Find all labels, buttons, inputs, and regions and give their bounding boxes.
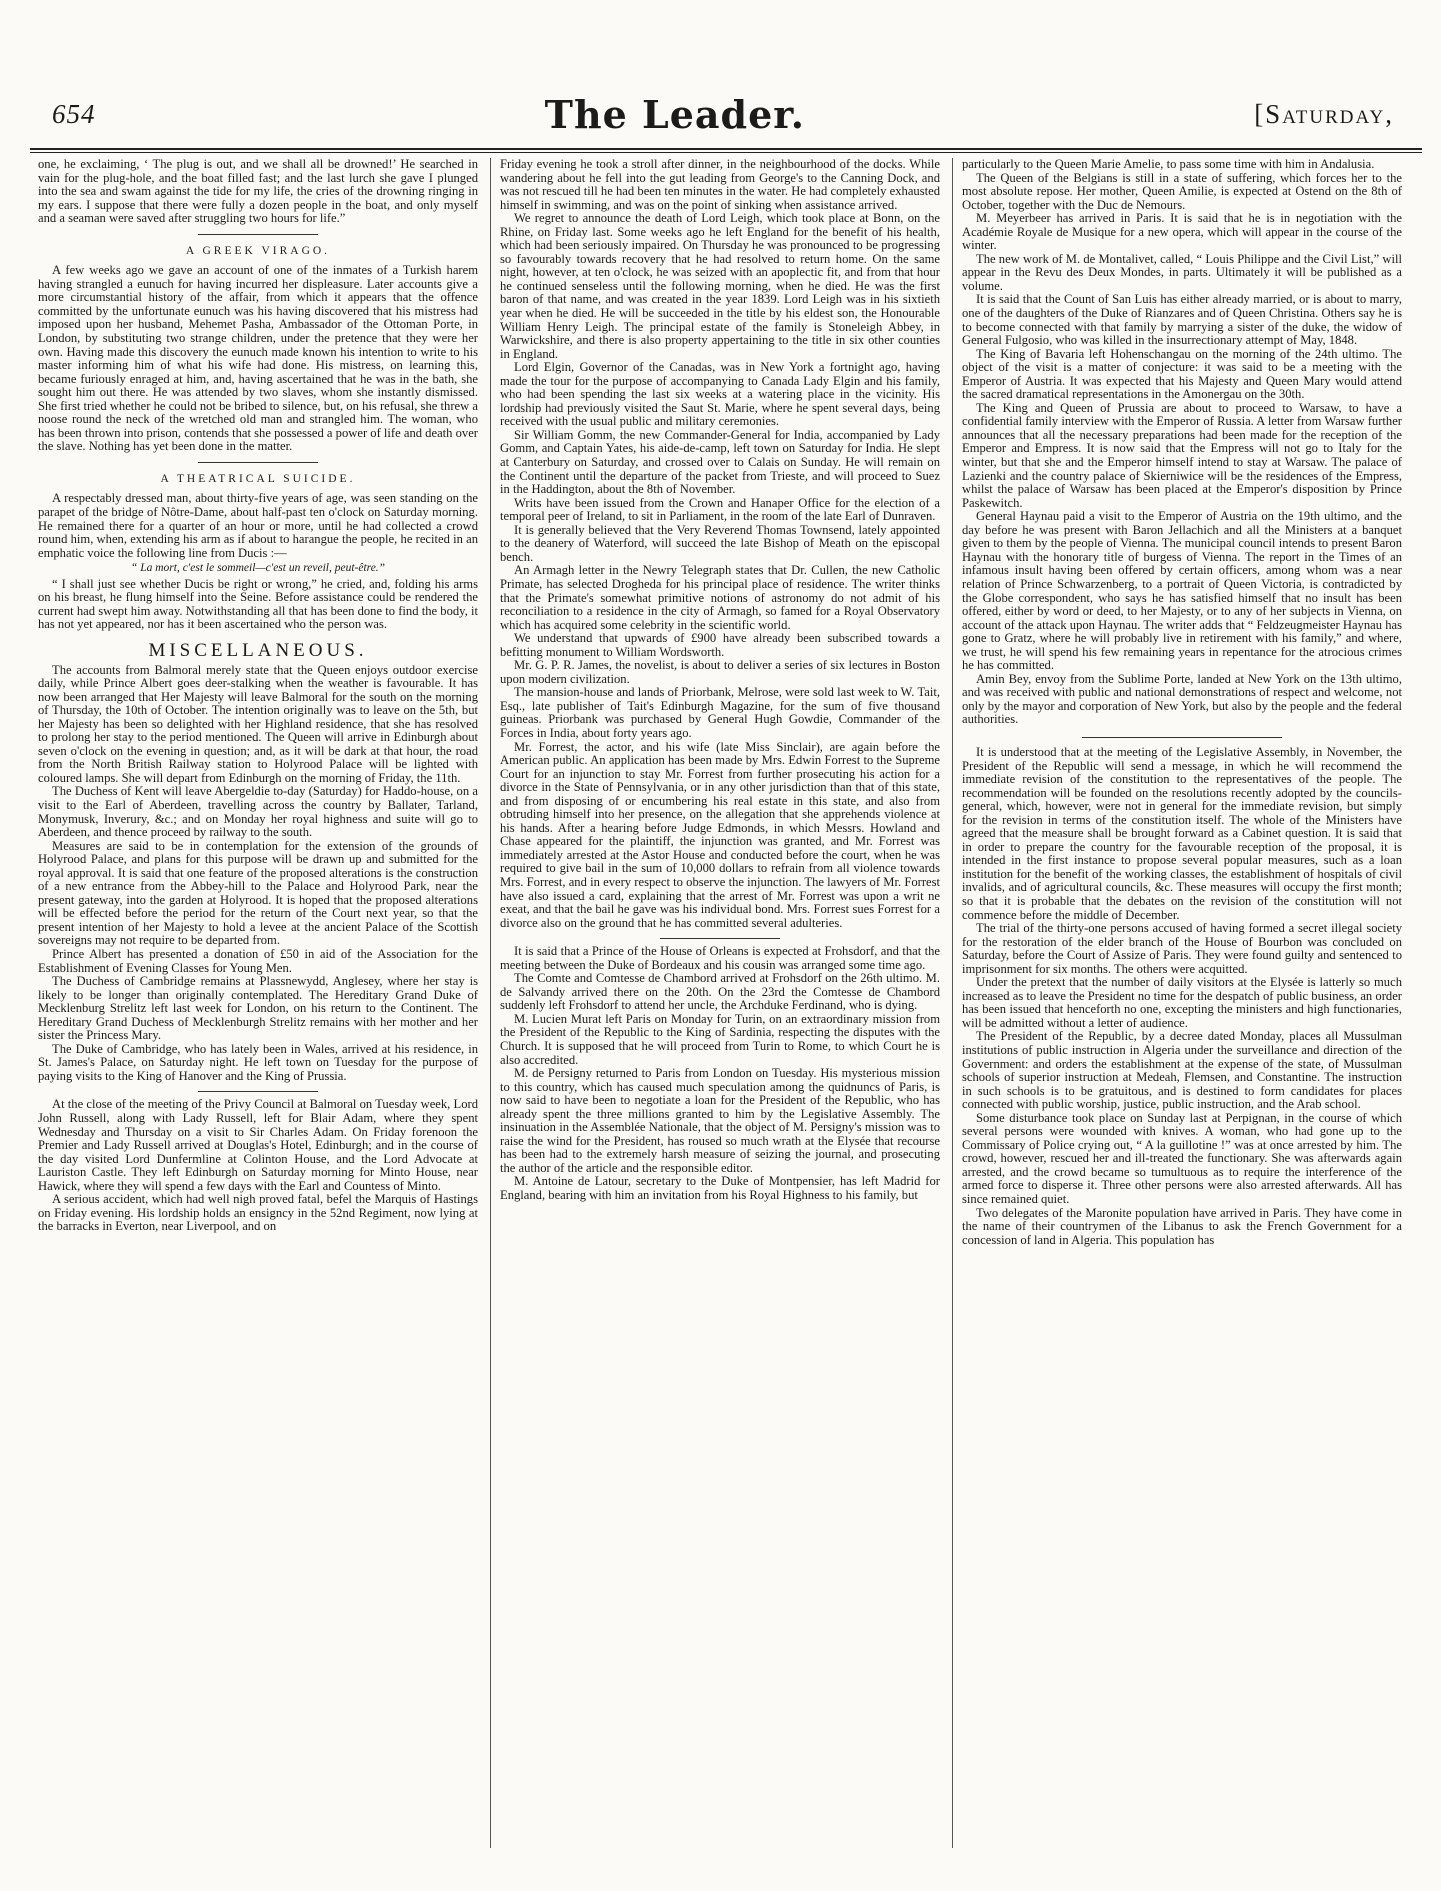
- paragraph: The Queen of the Belgians is still in a state of suffering, which forces her to the most absolute repose. Her mother, Queen Amilie, is expected at Ostend on the 8th of October, together with the Duc de Nemours.: [962, 170, 1402, 212]
- separator-rule: [198, 234, 318, 235]
- paragraph: one, he exclaiming, ‘ The plug is out, and we shall all be drowned!’ He searched in vain for the plug-hole, and the boat filled fast; and the last lurch she gave I plunged into the sea and swam against the tide for my life, the cries of the drowning ringing in my ears. I suppose that there were fully a dozen people in the boat, and only myself and a seaman were saved after struggling two hours for life.”: [38, 158, 478, 226]
- separator-rule: [660, 938, 780, 939]
- newspaper-title: The Leader.: [544, 91, 806, 137]
- paragraph: particularly to the Queen Marie Amelie, to pass some time with him in Andalusia.: [962, 158, 1375, 171]
- paragraph: It is said that the Count of San Luis has either already married, or is about to marry, one of the daughters of the Duke of Rianzares and of Queen Christina. Others say he is to become connected with that family by marrying a sister of the duke, the widow of General Fulgosio, who was killed in the insurrectionary attempt of May, 1848.: [962, 292, 1402, 348]
- column-divider: [952, 158, 953, 1848]
- paragraph: The Duchess of Kent will leave Abergeldie to-day (Saturday) for Haddo-house, on a visit to the Earl of Aberdeen, travelling across the country by Ballater, Tarland, Monymusk, Inverury, &c.; and on Monday her royal highness and suite will go to Aberdeen, and thence proceed by railway to the south.: [38, 784, 478, 840]
- paragraph: A serious accident, which had well nigh proved fatal, befel the Marquis of Hastings on Friday evening. His lordship holds an ensigncy in the 52nd Regiment, now lying at the barracks in Everton, near Liverpool, and on: [38, 1192, 478, 1234]
- paragraph: Friday evening he took a stroll after dinner, in the neighbourhood of the docks. While wandering about he fell into the gut leading from George's to the Canning Dock, and was not rescued till he had been ten minutes in the water. He had completely exhausted himself in swimming, and was on the point of sinking when assistance arrived.: [500, 158, 940, 212]
- column-divider: [490, 158, 491, 1848]
- paragraph: The Comte and Comtesse de Chambord arrived at Frohsdorf on the 26th ultimo. M. de Salvandy arrived there on the 20th. On the 23rd the Comtesse de Chambord suddenly left Frohsdorf to attend her uncle, the Archduke Ferdinand, who is dying.: [500, 971, 940, 1013]
- paragraph: Writs have been issued from the Crown and Hanaper Office for the election of a temporal peer of Ireland, to sit in Parliament, in the room of the late Earl of Dunraven.: [500, 495, 940, 524]
- paragraph: Two delegates of the Maronite population have arrived in Paris. They have come in the name of their countrymen of the Libanus to ask the French Government for a concession of land in Algeria. This population has: [962, 1205, 1402, 1247]
- paragraph: M. de Persigny returned to Paris from London on Tuesday. His mysterious mission to this country, which has caused much speculation among the quidnuncs of Paris, is now said to have been to negotiate a loan for the President of the Republic, who has already spent the three millions granted to him by the Legislative Assembly. The insinuation in the Assemblée Nationale, that the object of M. Persigny's mission was to raise the wind for the President, has roused so much wrath at the Elysée that recourse has been had to the extremely harsh measure of seizing the journal, and prosecuting the author of the article and the responsible editor.: [500, 1066, 940, 1175]
- section-heading-greek-virago: A GREEK VIRAGO.: [185, 244, 331, 257]
- paragraph: It is generally believed that the Very Reverend Thomas Townsend, lately appointed to the deanery of Waterford, will succeed the late Bishop of Meath on the episcopal bench.: [500, 522, 940, 564]
- paragraph: Under the pretext that the number of daily visitors at the Elysée is latterly so much increased as to leave the President no time for the despatch of public business, an order has been issued that henceforth no one, excepting the ministers and high functionaries, will be admitted without a letter of audience.: [962, 975, 1402, 1030]
- paragraph: “ I shall just see whether Ducis be right or wrong,” he cried, and, folding his arms on his breast, he flung himself into the Seine. Before assistance could be rendered the current had swept him away. Notwithstanding all that has been done to find the body, it has not yet appeared, nor has it been ascertained who the person was.: [38, 576, 478, 632]
- paragraph: The King of Bavaria left Hohenschangau on the morning of the 24th ultimo. The object of the visit is a matter of conjecture: it was said to be a meeting with the Emperor of Austria. It was expected that his Majesty and Queen Mary would attend the sacred dramatical representations in the Amonergau on the 30th.: [962, 346, 1402, 402]
- column-3: [962, 158, 1402, 1848]
- paragraph: The Duchess of Cambridge remains at Plassnewydd, Anglesey, where her stay is likely to be longer than originally contemplated. The Hereditary Grand Duke of Mecklenburg Strelitz left last week for London, on his return to the Continent. The Hereditary Grand Duchess of Mecklenburgh Strelitz remains with her mother and her sister the Princess Mary.: [38, 974, 478, 1043]
- separator-rule: [198, 462, 318, 463]
- article-columns: [30, 158, 1422, 1848]
- header-rule-thin: [30, 152, 1422, 153]
- paragraph: The new work of M. de Montalivet, called, “ Louis Philippe and the Civil List,” will appear in the Revu des Deux Mondes, in parts. Ultimately it will be published as a volume.: [962, 251, 1402, 293]
- section-heading-miscellaneous: MISCELLANEOUS.: [148, 639, 368, 661]
- paragraph: A respectably dressed man, about thirty-five years of age, was seen standing on the parapet of the bridge of Nôtre-Dame, about half-past ten o'clock on Saturday morning. He remained there for a quarter of an hour or more, until he had collected a crowd round him, when, extending his arm as if about to harangue the people, he recited in an emphatic voice the following line from Ducis :—: [38, 491, 478, 560]
- paragraph: Measures are said to be in contemplation for the extension of the grounds of Holyrood Palace, and plans for this purpose will be drawn up and submitted for the royal approval. It is said that one feature of the proposed alterations is the construction of a new entrance from the Abbey-hill to the Palace and Holyrood Park, near the present gateway, into the garden at Holyrood. It is hoped that the proposed alterations will be effected before the period for the return of the Court next year, so that the present intention of her Majesty to hold a levee at the ancient Palace of the Scottish sovereigns may not require to be departed from.: [38, 838, 478, 948]
- paragraph: The trial of the thirty-one persons accused of having formed a secret illegal society for the restoration of the elder branch of the House of Bourbon was concluded on Saturday, before the Court of Assize of Paris. They were found guilty and sentenced to imprisonment for six months. The others were acquitted.: [962, 921, 1402, 976]
- paragraph: General Haynau paid a visit to the Emperor of Austria on the 19th ultimo, and the day before he was present with Baron Jellachich and all the Ministers at a banquet given to them by the people of Vienna. The municipal council intends to present Baron Haynau with the honorary title of burgess of Vienna. The report in the Times of an infamous insult having been offered by certain officers, among whom was a near relation of Prince Schwarzenberg, to a portrait of Queen Victoria, is contradicted by the Globe correspondent, who says he has satisfied himself that no insult has been offered, either by word or deed, to her Majesty, or to any of her subjects in Vienna, on account of the attack upon Haynau. The writer adds that “ Feldzeugmeister Haynau has gone to Gratz, where he will probably live in retirement with his family,” and where, we trust, he will spend his few remaining years in repentance for the atrocious crimes he has committed.: [962, 509, 1402, 673]
- paragraph: M. Antoine de Latour, secretary to the Duke of Montpensier, has left Madrid for England, bearing with him an invitation from his Royal Highness to his family, but: [500, 1174, 940, 1203]
- paragraph: The accounts from Balmoral merely state that the Queen enjoys outdoor exercise daily, while Prince Albert goes deer-stalking when the weather is favourable. It has now been arranged that Her Majesty will leave Balmoral for the south on the morning of Thursday, the 10th of October. The intention originally was to leave on the 5th, but her Majesty has been so delighted with her Highland residence, that she has resolved to prolong her stay to the period mentioned. The Queen will arrive in Edinburgh about seven o'clock on the evening in question; and, as it will be dark at that hour, the road from the North British Railway station to Holyrood Palace will be lighted with coloured lamps. She will depart from Edinburgh on the morning of Friday, the 11th.: [38, 662, 478, 785]
- separator-rule: [198, 1091, 318, 1092]
- paragraph: The Duke of Cambridge, who has lately been in Wales, arrived at his residence, in St. James's Palace, on Saturday night. He left town on Tuesday for the purpose of paying visits to the King of Hanover and the King of Prussia.: [38, 1041, 478, 1083]
- column-2: [500, 158, 940, 1848]
- paragraph: It is understood that at the meeting of the Legislative Assembly, in November, the President of the Republic will send a message, in which he will recommend the immediate revision of the constitution to the representatives of the people. The recommendation will be founded on the resolutions recently adopted by the councils-general, which, however, were not in general for the immediate revision, but simply for the revision in terms of the constitution itself. The whole of the Ministers have agreed that the measure shall be brought forward as a Cabinet question. It is said that in order to prepare the country for the favourable reception of the proposal, it is intended in the first instance to propose several popular measures, such as a loan institution for the benefit of the working classes, the establishment of hospitals of civil invalids, and of agricultural councils, &c. These measures will occupy the first month; so that it is probable that the debates on the revision of the constitution will not commence before the middle of December.: [962, 744, 1402, 922]
- paragraph: An Armagh letter in the Newry Telegraph states that Dr. Cullen, the new Catholic Primate, has selected Drogheda for his principal place of residence. The writer thinks that the Primate's somewhat primitive notions of astronomy do not admit of his reconciliation to a residence in the city of Armagh, so famed for a Royal Observatory which has acquired some celebrity in the scientific world.: [500, 563, 940, 632]
- paragraph: We understand that upwards of £900 have already been subscribed towards a befitting monument to William Wordsworth.: [500, 631, 940, 659]
- paragraph: Lord Elgin, Governor of the Canadas, was in New York a fortnight ago, having made the tour for the purpose of accompanying to Canada Lady Elgin and his family, who had been spending the last six weeks at a watering place in the vicinity. His lordship had previously visited the Saut St. Marie, where he spent several days, being received with the usual public and military ceremonies.: [500, 360, 940, 429]
- page-number: 654: [52, 98, 96, 129]
- paragraph: The mansion-house and lands of Priorbank, Melrose, were sold last week to W. Tait, Esq., late publisher of Tait's Edinburgh Magazine, for the sum of five thousand guineas. Priorbank was purchased by General Hugh Gowdie, Commander of the Forces in India, about forty years ago.: [500, 685, 940, 740]
- paragraph: A few weeks ago we gave an account of one of the inmates of a Turkish harem having strangled a eunuch for having incurred her displeasure. Later accounts give a more circumstantial history of the affair, from which it appears that the offence committed by the unfortunate eunuch was his having discovered that his mistress had imposed upon her husband, Mehemet Pasha, Ambassador of the Ottoman Porte, in London, by substituting two strange children, under the pretence that they were her own. Having made this discovery the eunuch made known his intention to write to his master informing him of what his wife had done. His mistress, on learning this, became furiously enraged at him, and, having ascertained that he was in the bath, she sought him out there. He was attended by two slaves, whom she instantly dismissed. She first tried whether he could not be bribed to silence, but, on his refusal, she threw a noose round the neck of the wretched old man and strangled him. The woman, who has been thrown into prison, contends that she possessed a power of life and death over the slave. Nothing has yet been done in the matter.: [38, 263, 478, 454]
- paragraph: Some disturbance took place on Sunday last at Perpignan, in the course of which several persons were wounded with knives. A woman, who had gone up to the Commissary of Police crying out, “ A la guillotine !” was at once arrested by him. The crowd, however, rescued her and ill-treated the functionary. She was afterwards again arrested, and the crowd became so tumultuous as to require the interference of the armed force to disperse it. Three other persons were also arrested afterwards. All has since remained quiet.: [962, 1110, 1402, 1207]
- paragraph: Amin Bey, envoy from the Sublime Porte, landed at New York on the 13th ultimo, and was received with public and national demonstrations of respect and welcome, not only by the mayor and corporation of New York, but also by the people and the federal authorities.: [962, 671, 1402, 727]
- paragraph: Sir William Gomm, the new Commander-General for India, accompanied by Lady Gomm, and Captain Yates, his aide-de-camp, left town on Saturday for India. He slept at Canterbury on Saturday, and crossed over to Calais on Sunday. He will remain on the Continent until the departure of the packet from Trieste, and will proceed to Suez in the Haddington, about the 8th of November.: [500, 427, 940, 497]
- masthead: [34, 84, 1414, 144]
- paragraph: At the close of the meeting of the Privy Council at Balmoral on Tuesday week, Lord John Russell, along with Lady Russell, left for Blair Adam, where they spent Wednesday and Thursday on a visit to Sir Charles Adam. On Friday forenoon the Premier and Lady Russell arrived at Douglas's Hotel, Edinburgh; and in the course of the day visited Lord Dunfermline at Colinton House, and the Lord Advocate at Lauriston Castle. They left Edinburgh on Saturday morning for Minto House, near Hawick, where they will spend a few days with the Earl and Countess of Minto.: [38, 1097, 478, 1193]
- paragraph: The President of the Republic, by a decree dated Monday, places all Mussulman institutions of public instruction in Algeria under the surveillance and direction of the Government: and orders the establishment at the expense of the state, of Mussulman schools of superior instruction at Medeah, Flemsen, and Constantine. The instruction in such schools is to be gratuitous, and is destined to form candidates for places connected with public worship, justice, public instruction, and the Arab school.: [962, 1029, 1402, 1112]
- separator-rule: [1082, 737, 1282, 738]
- paragraph: The King and Queen of Prussia are about to proceed to Warsaw, to have a confidential family interview with the Emperor of Russia. A letter from Warsaw further announces that all the necessary preparations had been made for the reception of the Emperor and Empress. It is now said that the Empress will not go to Italy for the winter, but that she and the Emperor himself intend to stay at Warsaw. The palace of Lazienki and the country palace of Skierniwice will be the residences of the Empress, whilst the palace of Warsaw has been placed at the Emperor's disposition by Prince Paskewitch.: [962, 400, 1402, 510]
- issue-day: [Saturday,: [1254, 98, 1394, 129]
- paragraph: M. Meyerbeer has arrived in Paris. It is said that he is in negotiation with the Académie Royale de Musique for a new opera, which will appear in the course of the winter.: [962, 211, 1402, 253]
- paragraph: Mr. Forrest, the actor, and his wife (late Miss Sinclair), are again before the American public. An application has been made by Mrs. Edwin Forrest to the Supreme Court for an injunction to stay Mr. Forrest from further prosecuting his action for a divorce in the State of Pennsylvania, or in any other jurisdiction than that of this state, and from disposing of or encumbering his real estate in this state, and also from obtruding himself into her presence, on the allegation that she apprehends violence at his hands. After a hearing before Judge Edmonds, in which Messrs. Howland and Chase appeared for the plaintiff, the injunction was granted, and Mr. Forrest was immediately arrested at the Astor House and conducted before the court, when he was required to give bail in the sum of 10,000 dollars to refrain from all violence towards Mrs. Forrest, and in every respect to observe the injunction. The lawyers of Mr. Forrest have also issued a card, explaining that the arrest of Mr. Forrest was upon a writ ne exeat, and that the bail he gave was his individual bond. Mrs. Forrest sues Forrest for a divorce also on the ground that he has committed several adulteries.: [500, 739, 940, 930]
- paragraph: It is said that a Prince of the House of Orleans is expected at Frohsdorf, and that the meeting between the Duke of Bordeaux and his cousin was arranged some time ago.: [500, 944, 940, 972]
- paragraph: Mr. G. P. R. James, the novelist, is about to deliver a series of six lectures in Boston upon modern civilization.: [500, 658, 940, 686]
- column-1: [38, 158, 478, 1848]
- quoted-verse: “ La mort, c'est le sommeil—c'est un reveil, peut-être.”: [130, 562, 386, 575]
- paragraph: We regret to announce the death of Lord Leigh, which took place at Bonn, on the Rhine, on Friday last. Some weeks ago he left England for the benefit of his health, which had been seriously impaired. On Thursday he was pronounced to be progressing so favourably towards recovery that he had resolved to return home. On the same night, however, at ten o'clock, he was seized with an apoplectic fit, and from that hour he continued senseless until the following morning, when he died. He was the first baron of that name, and was created in the year 1839. Lord Leigh was in his sixtieth year when he died. He will be succeeded in the title by his eldest son, the Honourable William Henry Leigh. The principal estate of the family is Stoneleigh Abbey, in Warwickshire, and there is also property appertaining to the title in six other counties in England.: [500, 211, 940, 361]
- header-rule: [30, 148, 1422, 150]
- paragraph: M. Lucien Murat left Paris on Monday for Turin, on an extraordinary mission from the President of the Republic to the King of Sardinia, respecting the disputes with the Church. It is supposed that he will proceed from Turin to Rome, to which Court he is also accredited.: [500, 1011, 940, 1067]
- section-heading-theatrical-suicide: A THEATRICAL SUICIDE.: [160, 472, 356, 485]
- paragraph: Prince Albert has presented a donation of £50 in aid of the Association for the Establishment of Evening Classes for Young Men.: [38, 946, 478, 975]
